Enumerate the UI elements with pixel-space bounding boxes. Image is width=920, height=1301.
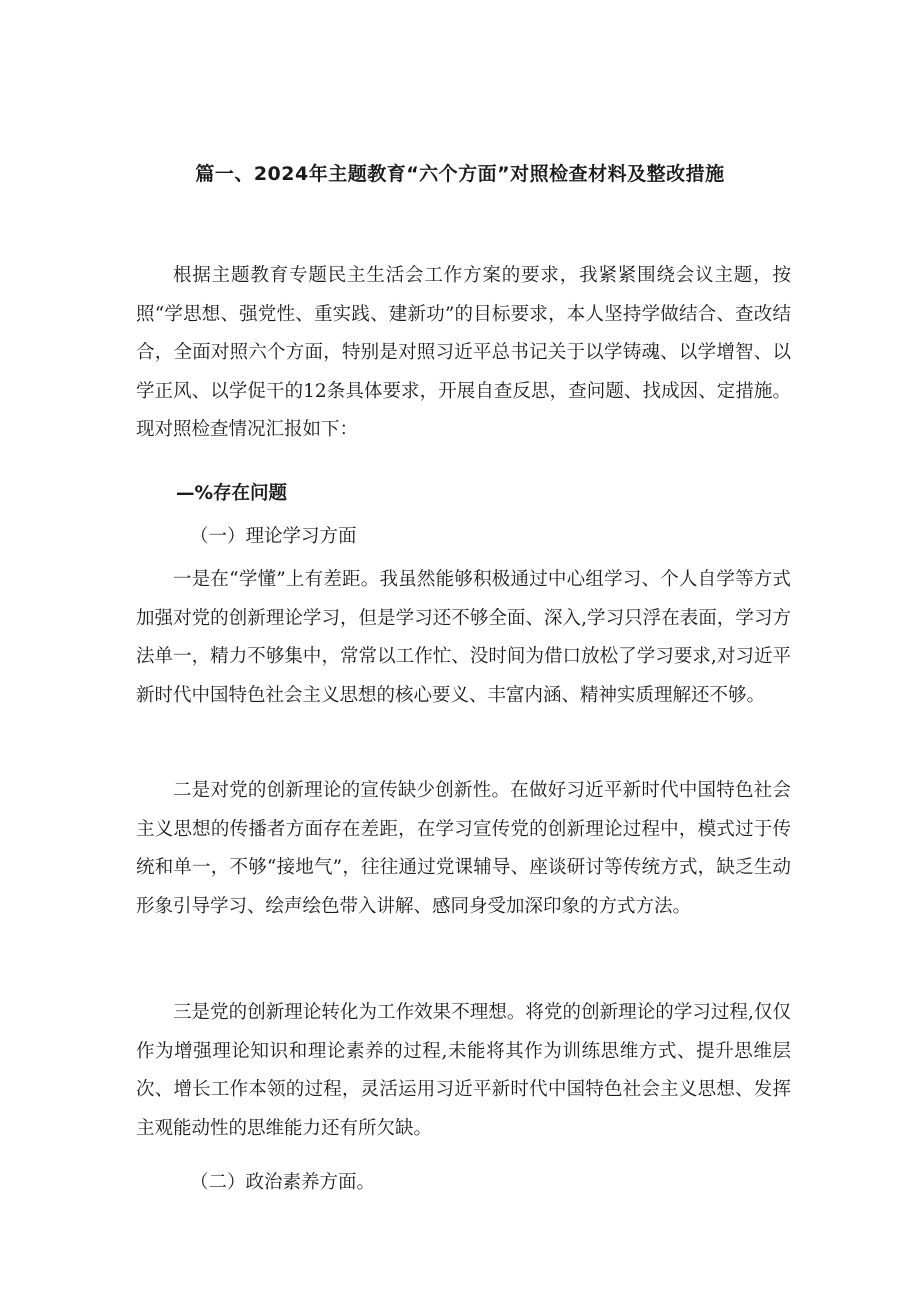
paragraph-propaganda-innovation: 二是对党的创新理论的宣传缺少创新性。在做好习近平新时代中国特色社会主义思想的传播者方面存在差距，在学习宣传党的创新理论过程中，模式过于传统和单一，不够“接地气”，往往通过党课辅导、座谈研讨等传统方式，缺乏生动形象引导学习、绘声绘色带入讲解、感同身受加深印象的方式方法。 [136, 780, 791, 917]
subsection-heading-theory-study: （一）理论学习方面 [190, 526, 357, 547]
intro-paragraph: 根据主题教育专题民主生活会工作方案的要求，我紧紧围绕会议主题，按照“学思想、强党性、重实践、建新功”的目标要求，本人坚持学做结合、查改结合，全面对照六个方面，特别是对照习近平总书记关于以学铸魂、以学增智、以学正风、以学促干的12条具体要求，开展自查反思，查问题、找成因、定措施。现对照检查情况汇报如下： [136, 265, 791, 440]
paragraph-theory-to-practice: 三是党的创新理论转化为工作效果不理想。将党的创新理论的学习过程,仅仅作为增强理论知识和理论素养的过程,未能将其作为训练思维方式、提升思维层次、增长工作本领的过程，灵活运用习近平新时代中国特色社会主义思想、发挥主观能动性的思维能力还有所欠缺。 [136, 1002, 791, 1139]
subsection-heading-political-quality: （二）政治素养方面。 [190, 1172, 376, 1193]
section-heading-problems: —%存在问题 [176, 483, 288, 504]
paragraph-learning-gap: 一是在“学懂”上有差距。我虽然能够积极通过中心组学习、个人自学等方式加强对党的创新理论学习，但是学习还不够全面、深入,学习只浮在表面，学习方法单一，精力不够集中，常常以工作忙、没时间为借口放松了学习要求,对习近平新时代中国特色社会主义思想的核心要义、丰富内涵、精神实质理解还不够。 [136, 569, 791, 706]
document-title: 篇一、2024年主题教育“六个方面”对照检查材料及整改措施 [195, 163, 725, 185]
